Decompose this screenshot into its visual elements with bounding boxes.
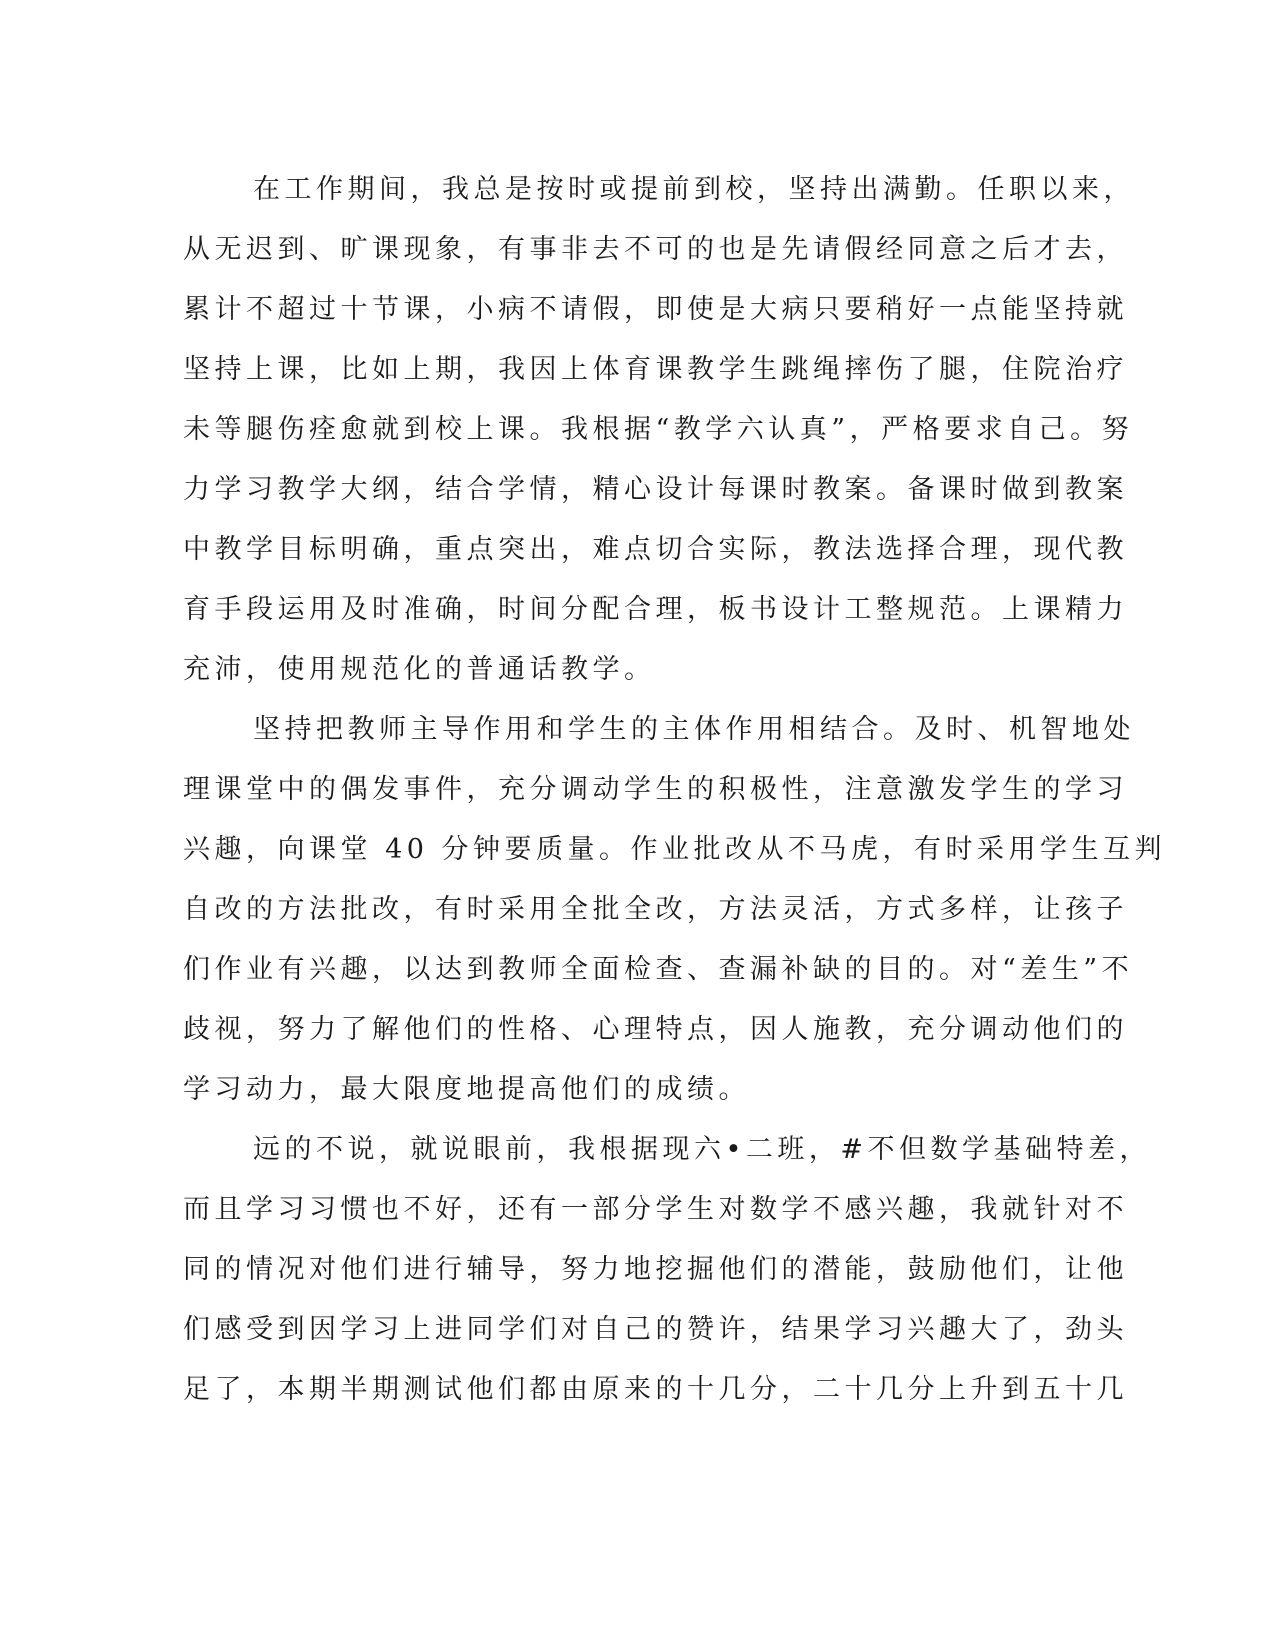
paragraph-1-line-3: 累计不超过十节课，小病不请假，即使是大病只要稍好一点能坚持就 bbox=[183, 294, 1128, 325]
paragraph-2-line-7: 学习动力，最大限度地提高他们的成绩。 bbox=[183, 1074, 750, 1105]
paragraph-2-line-1: 坚持把教师主导作用和学生的主体作用相结合。及时、机智地处 bbox=[253, 714, 1135, 745]
paragraph-2-line-4: 自改的方法批改，有时采用全批全改，方法灵活，方式多样，让孩子 bbox=[183, 894, 1128, 925]
paragraph-1-line-2: 从无迟到、旷课现象，有事非去不可的也是先请假经同意之后才去， bbox=[183, 234, 1128, 265]
paragraph-3-line-3: 同的情况对他们进行辅导，努力地挖掘他们的潜能，鼓励他们，让他 bbox=[183, 1254, 1128, 1285]
paragraph-1-line-8: 育手段运用及时准确，时间分配合理，板书设计工整规范。上课精力 bbox=[183, 594, 1128, 625]
paragraph-2-line-3: 兴趣，向课堂 40 分钟要质量。作业批改从不马虎，有时采用学生互判 bbox=[183, 834, 1167, 865]
paragraph-2-line-5: 们作业有兴趣，以达到教师全面检查、查漏补缺的目的。对“差生”不 bbox=[183, 954, 1134, 985]
paragraph-2-line-2: 理课堂中的偶发事件，充分调动学生的积极性，注意激发学生的学习 bbox=[183, 774, 1128, 805]
paragraph-1-line-1: 在工作期间，我总是按时或提前到校，坚持出满勤。任职以来， bbox=[253, 174, 1135, 205]
paragraph-1-line-9: 充沛，使用规范化的普通话教学。 bbox=[183, 654, 656, 685]
document-body bbox=[183, 160, 1167, 1420]
paragraph-3-line-5: 足了，本期半期测试他们都由原来的十几分，二十几分上升到五十几 bbox=[183, 1374, 1128, 1405]
paragraph-3-line-4: 们感受到因学习上进同学们对自己的赞许，结果学习兴趣大了，劲头 bbox=[183, 1314, 1128, 1345]
paragraph-3-line-1: 远的不说，就说眼前，我根据现六•二班，#不但数学基础特差， bbox=[253, 1134, 1152, 1165]
paragraph-2-line-6: 歧视，努力了解他们的性格、心理特点，因人施教，充分调动他们的 bbox=[183, 1014, 1128, 1045]
paragraph-1-line-4: 坚持上课，比如上期，我因上体育课教学生跳绳摔伤了腿，住院治疗 bbox=[183, 354, 1128, 385]
paragraph-1-line-6: 力学习教学大纲，结合学情，精心设计每课时教案。备课时做到教案 bbox=[183, 474, 1128, 505]
paragraph-1-line-7: 中教学目标明确，重点突出，难点切合实际，教法选择合理，现代教 bbox=[183, 534, 1128, 565]
paragraph-1-line-5: 未等腿伤痊愈就到校上课。我根据“教学六认真”，严格要求自己。努 bbox=[183, 414, 1134, 445]
paragraph-3-line-2: 而且学习习惯也不好，还有一部分学生对数学不感兴趣，我就针对不 bbox=[183, 1194, 1128, 1225]
